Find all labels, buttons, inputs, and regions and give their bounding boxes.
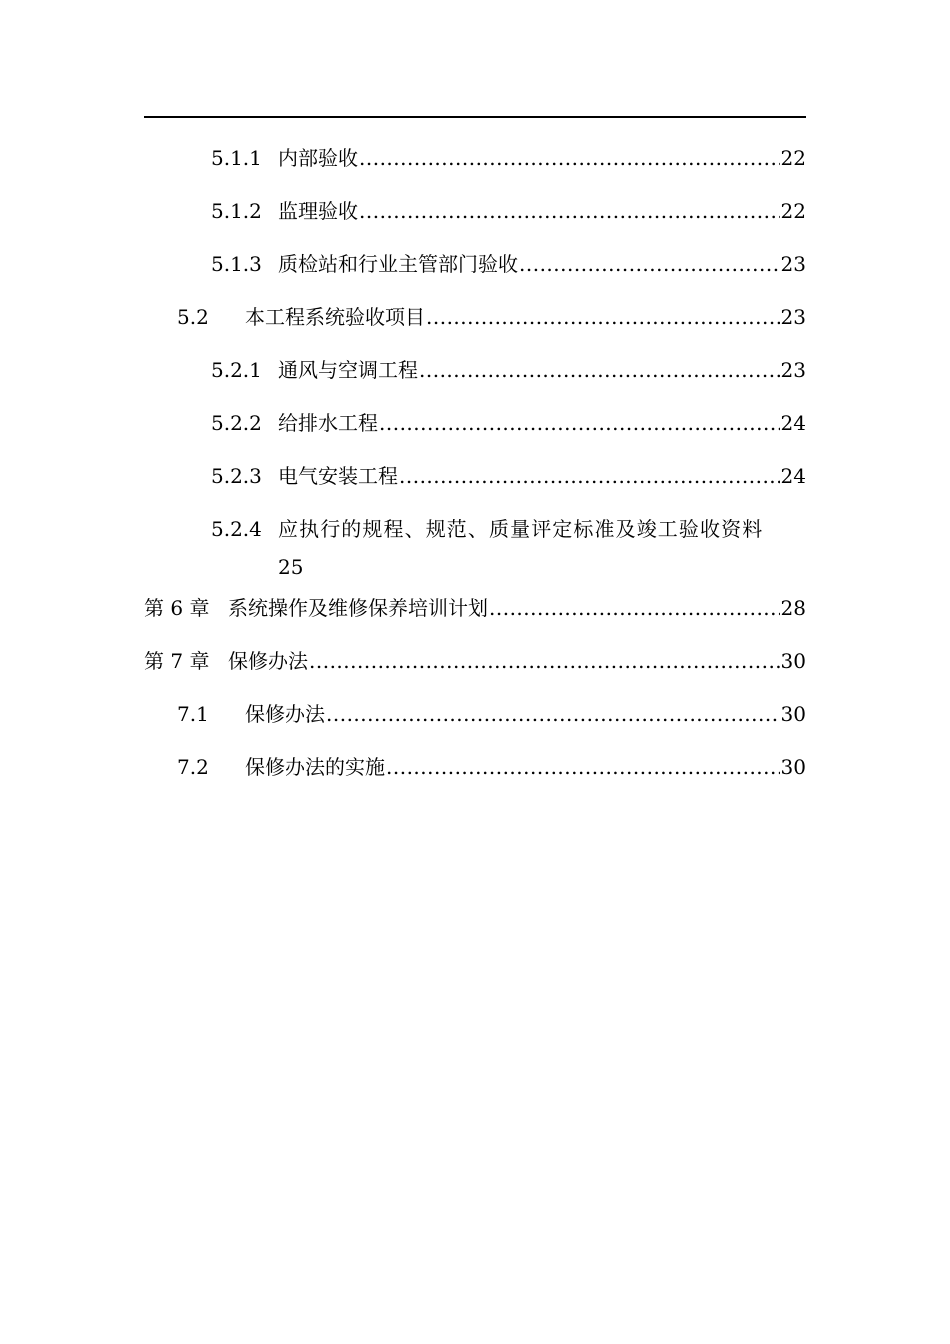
- toc-entry-title: 本工程系统验收项目: [245, 305, 425, 329]
- toc-entry-number: 5.2.1: [211, 358, 262, 382]
- toc-entry-page: 30: [780, 649, 806, 673]
- toc-entry-title: 通风与空调工程: [278, 358, 418, 382]
- toc-entry-number: 7.1: [177, 702, 209, 726]
- toc-entry-number: 7.2: [177, 755, 209, 779]
- toc-entry-page: 30: [780, 702, 806, 726]
- toc-entry-title: 应执行的规程、规范、质量评定标准及竣工验收资料: [278, 517, 764, 541]
- toc-entry-page: 28: [780, 596, 806, 620]
- toc-entry-page: 30: [780, 755, 806, 779]
- toc-entry-title: 给排水工程: [278, 411, 378, 435]
- toc-entry-5-1-1[interactable]: [211, 143, 806, 173]
- toc-entry-5-2-1[interactable]: [211, 355, 806, 385]
- toc-leader-dots: [326, 699, 780, 729]
- toc-entry-number: 5.2.2: [211, 411, 262, 435]
- toc-entry-chapter-6[interactable]: [144, 593, 806, 623]
- toc-entry-number: 5.1.3: [211, 252, 262, 276]
- toc-entry-page: 23: [780, 252, 806, 276]
- toc-leader-dots: [419, 355, 780, 385]
- toc-entry-title: 保修办法的实施: [245, 755, 385, 779]
- toc-entry-page: 22: [780, 146, 806, 170]
- toc-entry-page: 23: [780, 358, 806, 382]
- toc-entry-title: 保修办法: [228, 649, 308, 673]
- toc-entry-page: 22: [780, 199, 806, 223]
- toc-leader-dots: [359, 196, 780, 226]
- toc-leader-dots: [309, 646, 780, 676]
- toc-entry-5-1-2[interactable]: [211, 196, 806, 226]
- toc-entry-5-1-3[interactable]: [211, 249, 806, 279]
- toc-entry-title: 监理验收: [278, 199, 358, 223]
- toc-entry-number: 5.2.4: [211, 517, 262, 541]
- toc-entry-title: 电气安装工程: [278, 464, 398, 488]
- toc-entry-page: 23: [780, 305, 806, 329]
- toc-entry-number: 5.2.3: [211, 464, 262, 488]
- toc-entry-5-2-4[interactable]: [211, 510, 806, 586]
- toc-entry-7-2[interactable]: [177, 752, 806, 782]
- toc-entry-number: 第 6 章: [144, 596, 210, 620]
- header-rule: [144, 116, 806, 118]
- toc-entry-title: 保修办法: [245, 702, 325, 726]
- toc-entry-title: 内部验收: [278, 146, 358, 170]
- toc-entry-number: 5.2: [177, 305, 209, 329]
- toc-leader-dots: [359, 143, 780, 173]
- toc-leader-dots: [379, 408, 780, 438]
- toc-entry-page: 24: [780, 464, 806, 488]
- toc-entry-page: 25: [278, 555, 304, 579]
- toc-entry-number: 5.1.1: [211, 146, 262, 170]
- toc-entry-7-1[interactable]: [177, 699, 806, 729]
- toc-entry-title: 系统操作及维修保养培训计划: [228, 596, 488, 620]
- toc-entry-5-2-3[interactable]: [211, 461, 806, 491]
- toc-entry-5-2[interactable]: [177, 302, 806, 332]
- toc-leader-dots: [399, 461, 780, 491]
- toc-entry-page: 24: [780, 411, 806, 435]
- toc-leader-dots: [489, 593, 780, 623]
- toc-leader-dots: [426, 302, 780, 332]
- toc-entry-title: 质检站和行业主管部门验收: [278, 252, 518, 276]
- toc-entry-number: 5.1.2: [211, 199, 262, 223]
- toc-entry-chapter-7[interactable]: [144, 646, 806, 676]
- toc-entry-number: 第 7 章: [144, 649, 210, 673]
- toc-leader-dots: [519, 249, 780, 279]
- toc-leader-dots: [386, 752, 780, 782]
- toc-entry-5-2-2[interactable]: [211, 408, 806, 438]
